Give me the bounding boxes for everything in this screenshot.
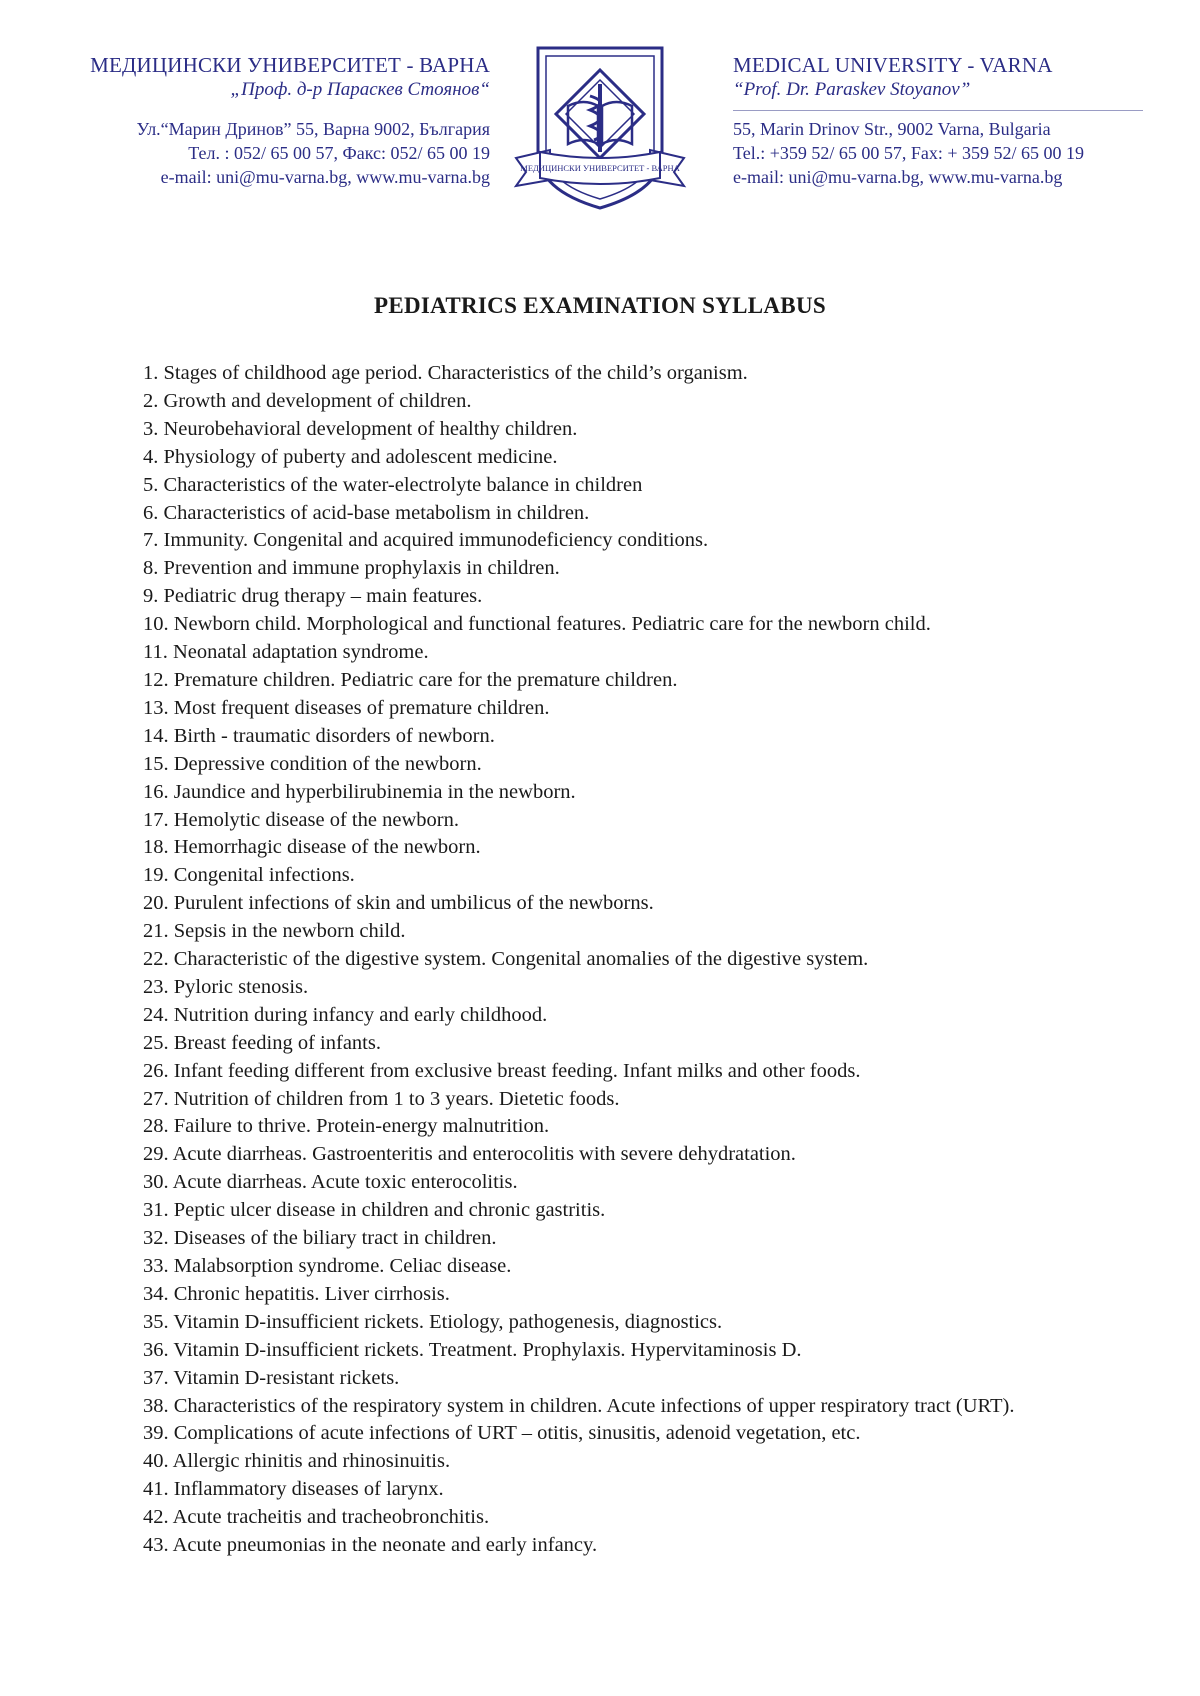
syllabus-item: 35. Vitamin D-insufficient rickets. Etiology, pathogenesis, diagnostics. (143, 1310, 723, 1333)
university-name-bg: МЕДИЦИНСКИ УНИВЕРСИТЕТ - ВАРНА (90, 53, 490, 77)
syllabus-item: 22. Characteristic of the digestive system. Congenital anomalies of the digestive system. (143, 948, 869, 971)
syllabus-item: 43. Acute pneumonias in the neonate and early infancy. (143, 1534, 598, 1557)
syllabus-item: 7. Immunity. Congenital and acquired immunodeficiency conditions. (143, 529, 709, 552)
syllabus-item: 2. Growth and development of children. (143, 389, 472, 412)
syllabus-item: 24. Nutrition during infancy and early childhood. (143, 1003, 548, 1026)
syllabus-item: 3. Neurobehavioral development of healthy children. (143, 417, 578, 440)
syllabus-item: 26. Infant feeding different from exclusive breast feeding. Infant milks and other foods. (143, 1059, 861, 1082)
syllabus-item: 23. Pyloric stenosis. (143, 975, 309, 998)
syllabus-item: 10. Newborn child. Morphological and functional features. Pediatric care for the newborn child. (143, 613, 931, 636)
phone-en: Tel.: +359 52/ 65 00 57, Fax: + 359 52/ 65 00 19 (733, 143, 1085, 163)
phone-bg: Тел. : 052/ 65 00 57, Факс: 052/ 65 00 19 (188, 143, 490, 163)
syllabus-item: 5. Characteristics of the water-electrolyte balance in children (143, 473, 643, 496)
divider (733, 110, 1143, 111)
syllabus-item: 6. Characteristics of acid-base metabolism in children. (143, 501, 590, 524)
logo-ribbon-text: МЕДИЦИНСКИ УНИВЕРСИТЕТ - ВАРНА (520, 163, 680, 173)
syllabus-item: 34. Chronic hepatitis. Liver cirrhosis. (143, 1282, 450, 1305)
syllabus-item: 20. Purulent infections of skin and umbilicus of the newborns. (143, 892, 654, 915)
syllabus-item: 8. Prevention and immune prophylaxis in children. (143, 557, 560, 580)
syllabus-item: 14. Birth - traumatic disorders of newborn. (143, 724, 495, 747)
syllabus-item: 33. Malabsorption syndrome. Celiac disease. (143, 1255, 512, 1277)
syllabus-item: 27. Nutrition of children from 1 to 3 years. Dietetic foods. (143, 1087, 620, 1110)
syllabus-list (143, 360, 1078, 1560)
syllabus-item: 1. Stages of childhood age period. Characteristics of the child’s organism. (143, 362, 748, 384)
syllabus-item: 21. Sepsis in the newborn child. (143, 920, 406, 943)
letterhead (0, 0, 1200, 230)
syllabus-item: 42. Acute tracheitis and tracheobronchitis. (143, 1506, 490, 1529)
syllabus-item: 32. Diseases of the biliary tract in children. (143, 1227, 497, 1250)
contact-en: e-mail: uni@mu-varna.bg, www.mu-varna.bg (733, 167, 1063, 187)
address-bg: Ул.“Марин Дринов” 55, Варна 9002, България (136, 119, 490, 139)
syllabus-item: 28. Failure to thrive. Protein-energy malnutrition. (143, 1115, 550, 1138)
syllabus-item: 41. Inflammatory diseases of larynx. (143, 1478, 444, 1501)
syllabus-item: 15. Depressive condition of the newborn. (143, 752, 482, 775)
syllabus-item: 38. Characteristics of the respiratory system in children. Acute infections of upper respiratory tract (URT). (143, 1394, 1015, 1417)
syllabus-item: 17. Hemolytic disease of the newborn. (143, 808, 459, 831)
letterhead-bulgarian (90, 52, 490, 189)
syllabus-item: 4. Physiology of puberty and adolescent medicine. (143, 445, 558, 468)
syllabus-item: 25. Breast feeding of infants. (143, 1031, 381, 1054)
university-subtitle-bg: „Проф. д-р Параскев Стоянов“ (230, 79, 490, 100)
letterhead-english (733, 52, 1143, 189)
syllabus-item: 19. Congenital infections. (143, 864, 355, 887)
syllabus-item: 36. Vitamin D-insufficient rickets. Treatment. Prophylaxis. Hypervitaminosis D. (143, 1338, 802, 1361)
university-name-en: MEDICAL UNIVERSITY - VARNA (733, 53, 1053, 77)
contact-bg: e-mail: uni@mu-varna.bg, www.mu-varna.bg (160, 167, 490, 187)
university-subtitle-en: “Prof. Dr. Paraskev Stoyanov” (733, 79, 971, 100)
syllabus-item: 13. Most frequent diseases of premature children. (143, 696, 550, 719)
university-logo-icon (510, 40, 690, 212)
syllabus-item: 37. Vitamin D-resistant rickets. (143, 1366, 400, 1389)
syllabus-item: 12. Premature children. Pediatric care for the premature children. (143, 668, 678, 691)
syllabus-item: 11. Neonatal adaptation syndrome. (143, 641, 429, 664)
syllabus-item: 18. Hemorrhagic disease of the newborn. (143, 836, 481, 859)
syllabus-item: 39. Complications of acute infections of URT – otitis, sinusitis, adenoid vegetation, etc. (143, 1422, 861, 1445)
address-en: 55, Marin Drinov Str., 9002 Varna, Bulgaria (733, 119, 1051, 139)
syllabus-item: 30. Acute diarrheas. Acute toxic enterocolitis. (143, 1171, 518, 1194)
syllabus-item: 16. Jaundice and hyperbilirubinemia in the newborn. (143, 780, 576, 803)
syllabus-item: 9. Pediatric drug therapy – main features. (143, 585, 483, 608)
syllabus-item: 40. Allergic rhinitis and rhinosinuitis. (143, 1450, 451, 1473)
syllabus-item: 29. Acute diarrheas. Gastroenteritis and enterocolitis with severe dehydratation. (143, 1143, 796, 1166)
syllabus-item: 31. Peptic ulcer disease in children and chronic gastritis. (143, 1199, 606, 1222)
document-title: PEDIATRICS EXAMINATION SYLLABUS (374, 293, 826, 318)
